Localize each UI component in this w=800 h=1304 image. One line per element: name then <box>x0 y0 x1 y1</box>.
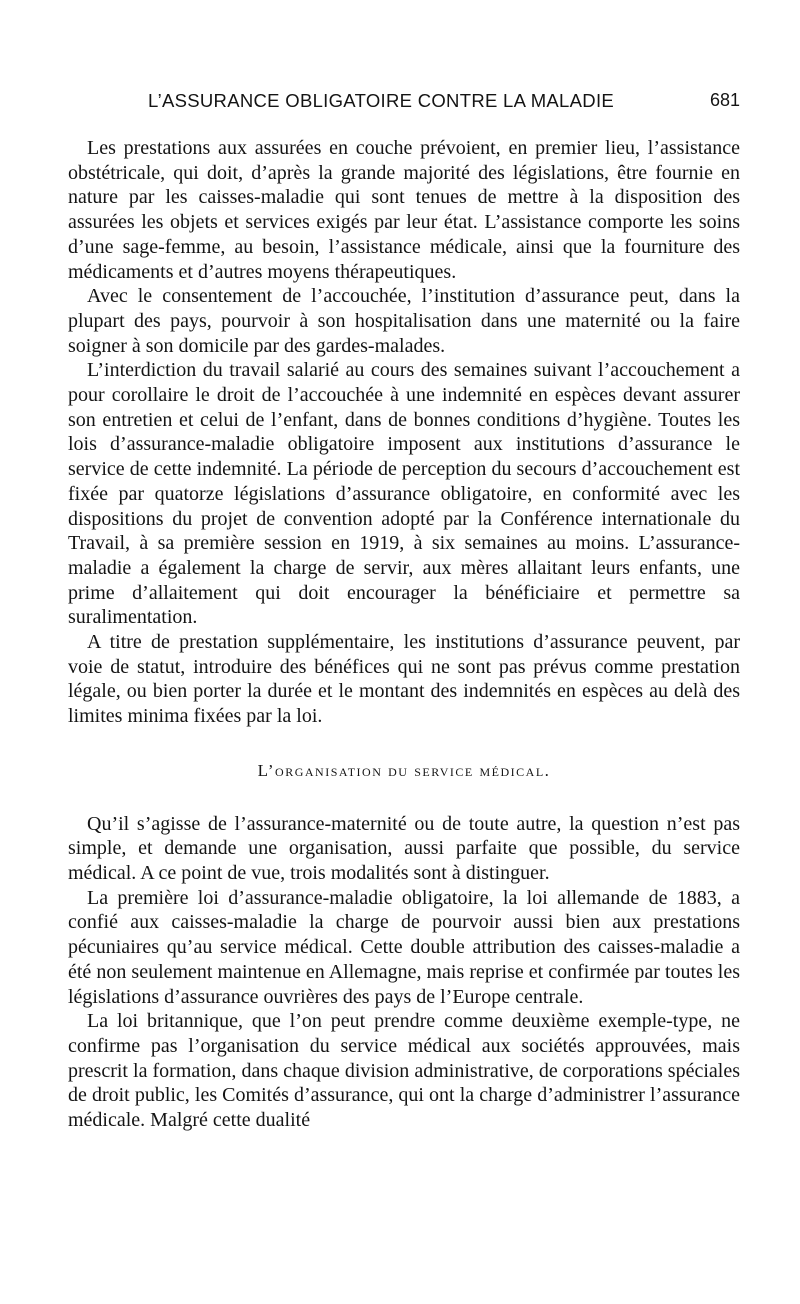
paragraph-german-law: La première loi d’assurance-maladie obligatoire, la loi allemande de 1883, a confié aux caisses-maladie la charge de pourvoir aussi bien aux prestations pécuniaires qu’au service médical. Cette double attribution des caisses-maladie a été non seulement maintenue en Allemagne, mais reprise et confirmée par toutes les législations d’assurance ouvrières des pays de l’Europe centrale. <box>68 886 740 1008</box>
body-text <box>68 136 740 1133</box>
section-heading: L’organisation du service médical. <box>257 760 551 780</box>
paragraph-hospitalisation: Avec le consentement de l’accouchée, l’institution d’assurance peut, dans la plupart des pays, pourvoir à son hospitalisation dans une maternité ou la faire soigner à son domicile par des gardes-malades. <box>68 285 740 357</box>
paragraph-supplementary-benefits: A titre de prestation supplémentaire, les institutions d’assurance peuvent, par voie de statut, introduire des bénéfices qui ne sont pas prévus comme prestation légale, ou bien porter la durée et le montant des indemnités en espèces au delà des limites minima fixées par la loi. <box>68 631 740 728</box>
running-header <box>68 90 740 116</box>
paragraph-british-law: La loi britannique, que l’on peut prendre comme deuxième exemple-type, ne confirme pas l’organisation du service médical aux sociétés approuvées, mais prescrit la formation, dans chaque division administrative, de corporations spéciales de droit public, les Comités d’assurance, qui ont la charge d’administrer l’assurance médicale. Malgré cette dualité <box>68 1010 740 1132</box>
running-title: L’ASSURANCE OBLIGATOIRE CONTRE LA MALADIE <box>148 90 615 111</box>
paragraph-cash-indemnity: L’interdiction du travail salarié au cours des semaines suivant l’accouchement a pour corollaire le droit de l’accouchée à une indemnité en espèces devant assurer son entretien et celui de l’enfant, dans de bonnes conditions d’hygiène. Toutes les lois d’assurance-maladie obligatoire imposent aux institutions d’assurance le service de cette indemnité. La période de perception du secours d’accouchement est fixée par quatorze législations d’assurance obligatoire, en conformité avec les dispositions du projet de convention adopté par la Conférence internationale du Travail, à sa première session en 1919, à six semaines au moins. L’assurance-maladie a également la charge de servir, aux mères allaitant leurs enfants, une prime d’allaitement qui doit encourager la bénéficiaire et permettre sa suralimentation. <box>68 359 740 629</box>
page-number: 681 <box>709 90 740 110</box>
paragraph-maternity-benefits: Les prestations aux assurées en couche prévoient, en premier lieu, l’assistance obstétricale, qui doit, d’après la grande majorité des législations, être fournie en nature par les caisses-maladie qui sont tenues de mettre à la disposition des assurées les objets et services exigés par leur état. L’assistance comporte les soins d’une sage-femme, au besoin, l’assistance médicale, ainsi que la fourniture des médicaments et d’autres moyens thérapeutiques. <box>68 137 740 283</box>
paragraph-medical-service: Qu’il s’agisse de l’assurance-maternité ou de toute autre, la question n’est pas simple, et demande une organisation, aussi parfaite que possible, du service médical. A ce point de vue, trois modalités sont à distinguer. <box>68 812 740 884</box>
